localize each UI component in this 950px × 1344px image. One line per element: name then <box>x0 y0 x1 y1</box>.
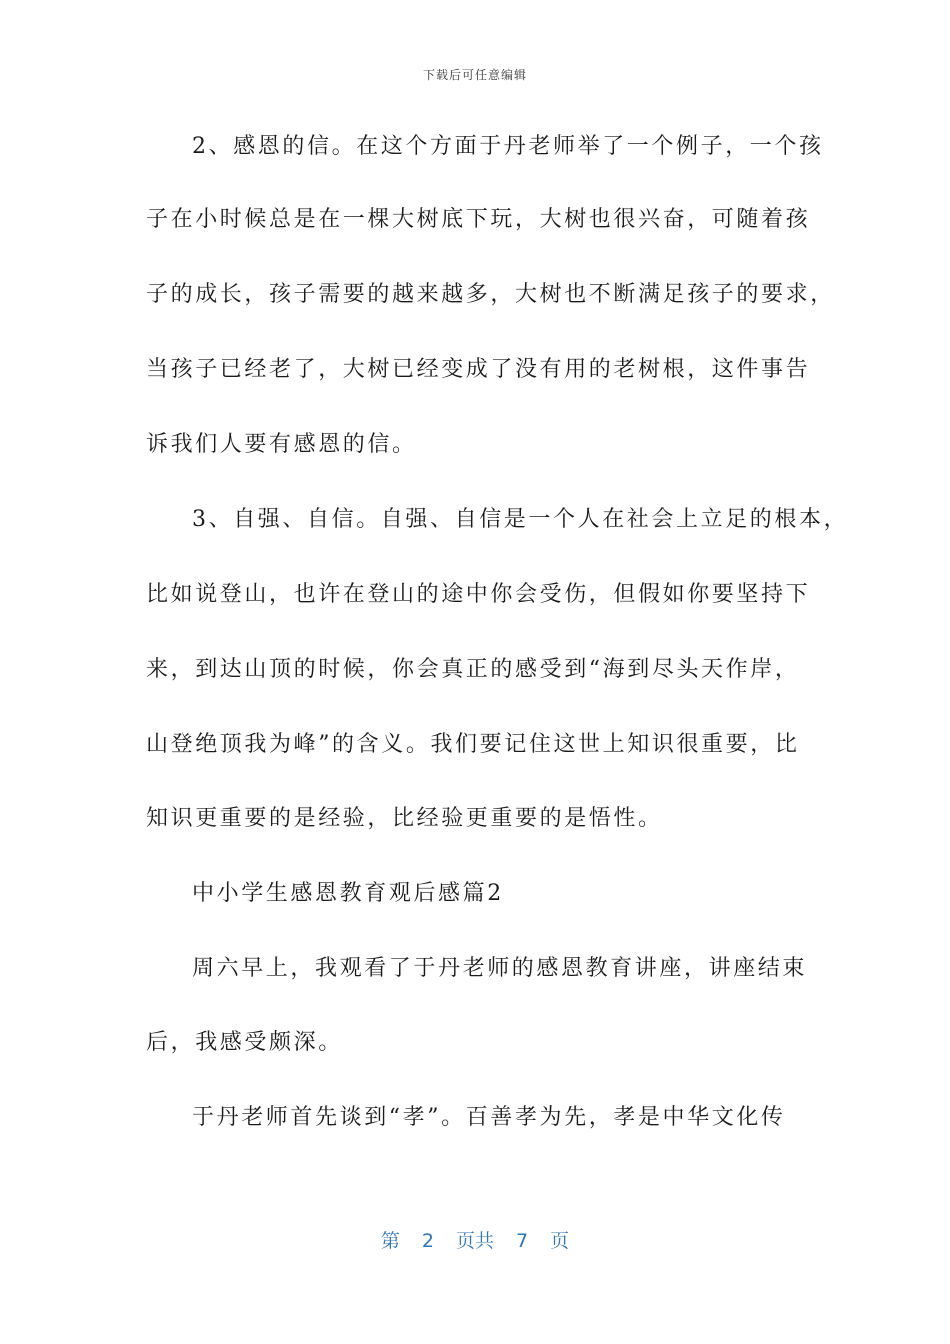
page-footer <box>0 1226 950 1253</box>
paragraph-line: 知识更重要的是经验，比经验更重要的是悟性。 <box>146 806 663 831</box>
page-label-prefix: 第 <box>380 1230 400 1252</box>
page-current: 2 <box>421 1230 434 1252</box>
page-label-mid: 页共 <box>455 1230 494 1252</box>
paragraph-line: 山登绝顶我为峰”的含义。我们要记住这世上知识很重要，比 <box>146 732 800 757</box>
paragraph-line: 子在小时候总是在一棵大树底下玩，大树也很兴奋，可随着孩 <box>146 207 811 232</box>
paragraph-line: 诉我们人要有感恩的信。 <box>146 432 417 457</box>
paragraph-line: 2、感恩的信。在这个方面于丹老师举了一个例子，一个孩 <box>192 134 824 159</box>
page-total: 7 <box>516 1230 529 1252</box>
paragraph-line: 子的成长，孩子需要的越来越多，大树也不断满足孩子的要求， <box>146 282 835 307</box>
paragraph-line: 比如说登山，也许在登山的途中你会受伤，但假如你要坚持下 <box>146 582 811 607</box>
section-heading: 中小学生感恩教育观后感篇2 <box>192 881 504 906</box>
page-label-suffix: 页 <box>550 1230 570 1252</box>
page-header: 下载后可任意编辑 <box>422 68 527 82</box>
paragraph-line: 周六早上，我观看了于丹老师的感恩教育讲座，讲座结束 <box>192 956 808 981</box>
paragraph-line: 来，到达山顶的时候，你会真正的感受到“海到尽头天作岸， <box>146 657 800 682</box>
paragraph-line: 于丹老师首先谈到“孝”。百善孝为先，孝是中华文化传 <box>192 1105 786 1130</box>
paragraph-line: 后，我感受颇深。 <box>146 1030 343 1055</box>
paragraph-line: 3、自强、自信。自强、自信是一个人在社会上立足的根本， <box>192 507 849 532</box>
paragraph-line: 当孩子已经老了，大树已经变成了没有用的老树根，这件事告 <box>146 357 811 382</box>
